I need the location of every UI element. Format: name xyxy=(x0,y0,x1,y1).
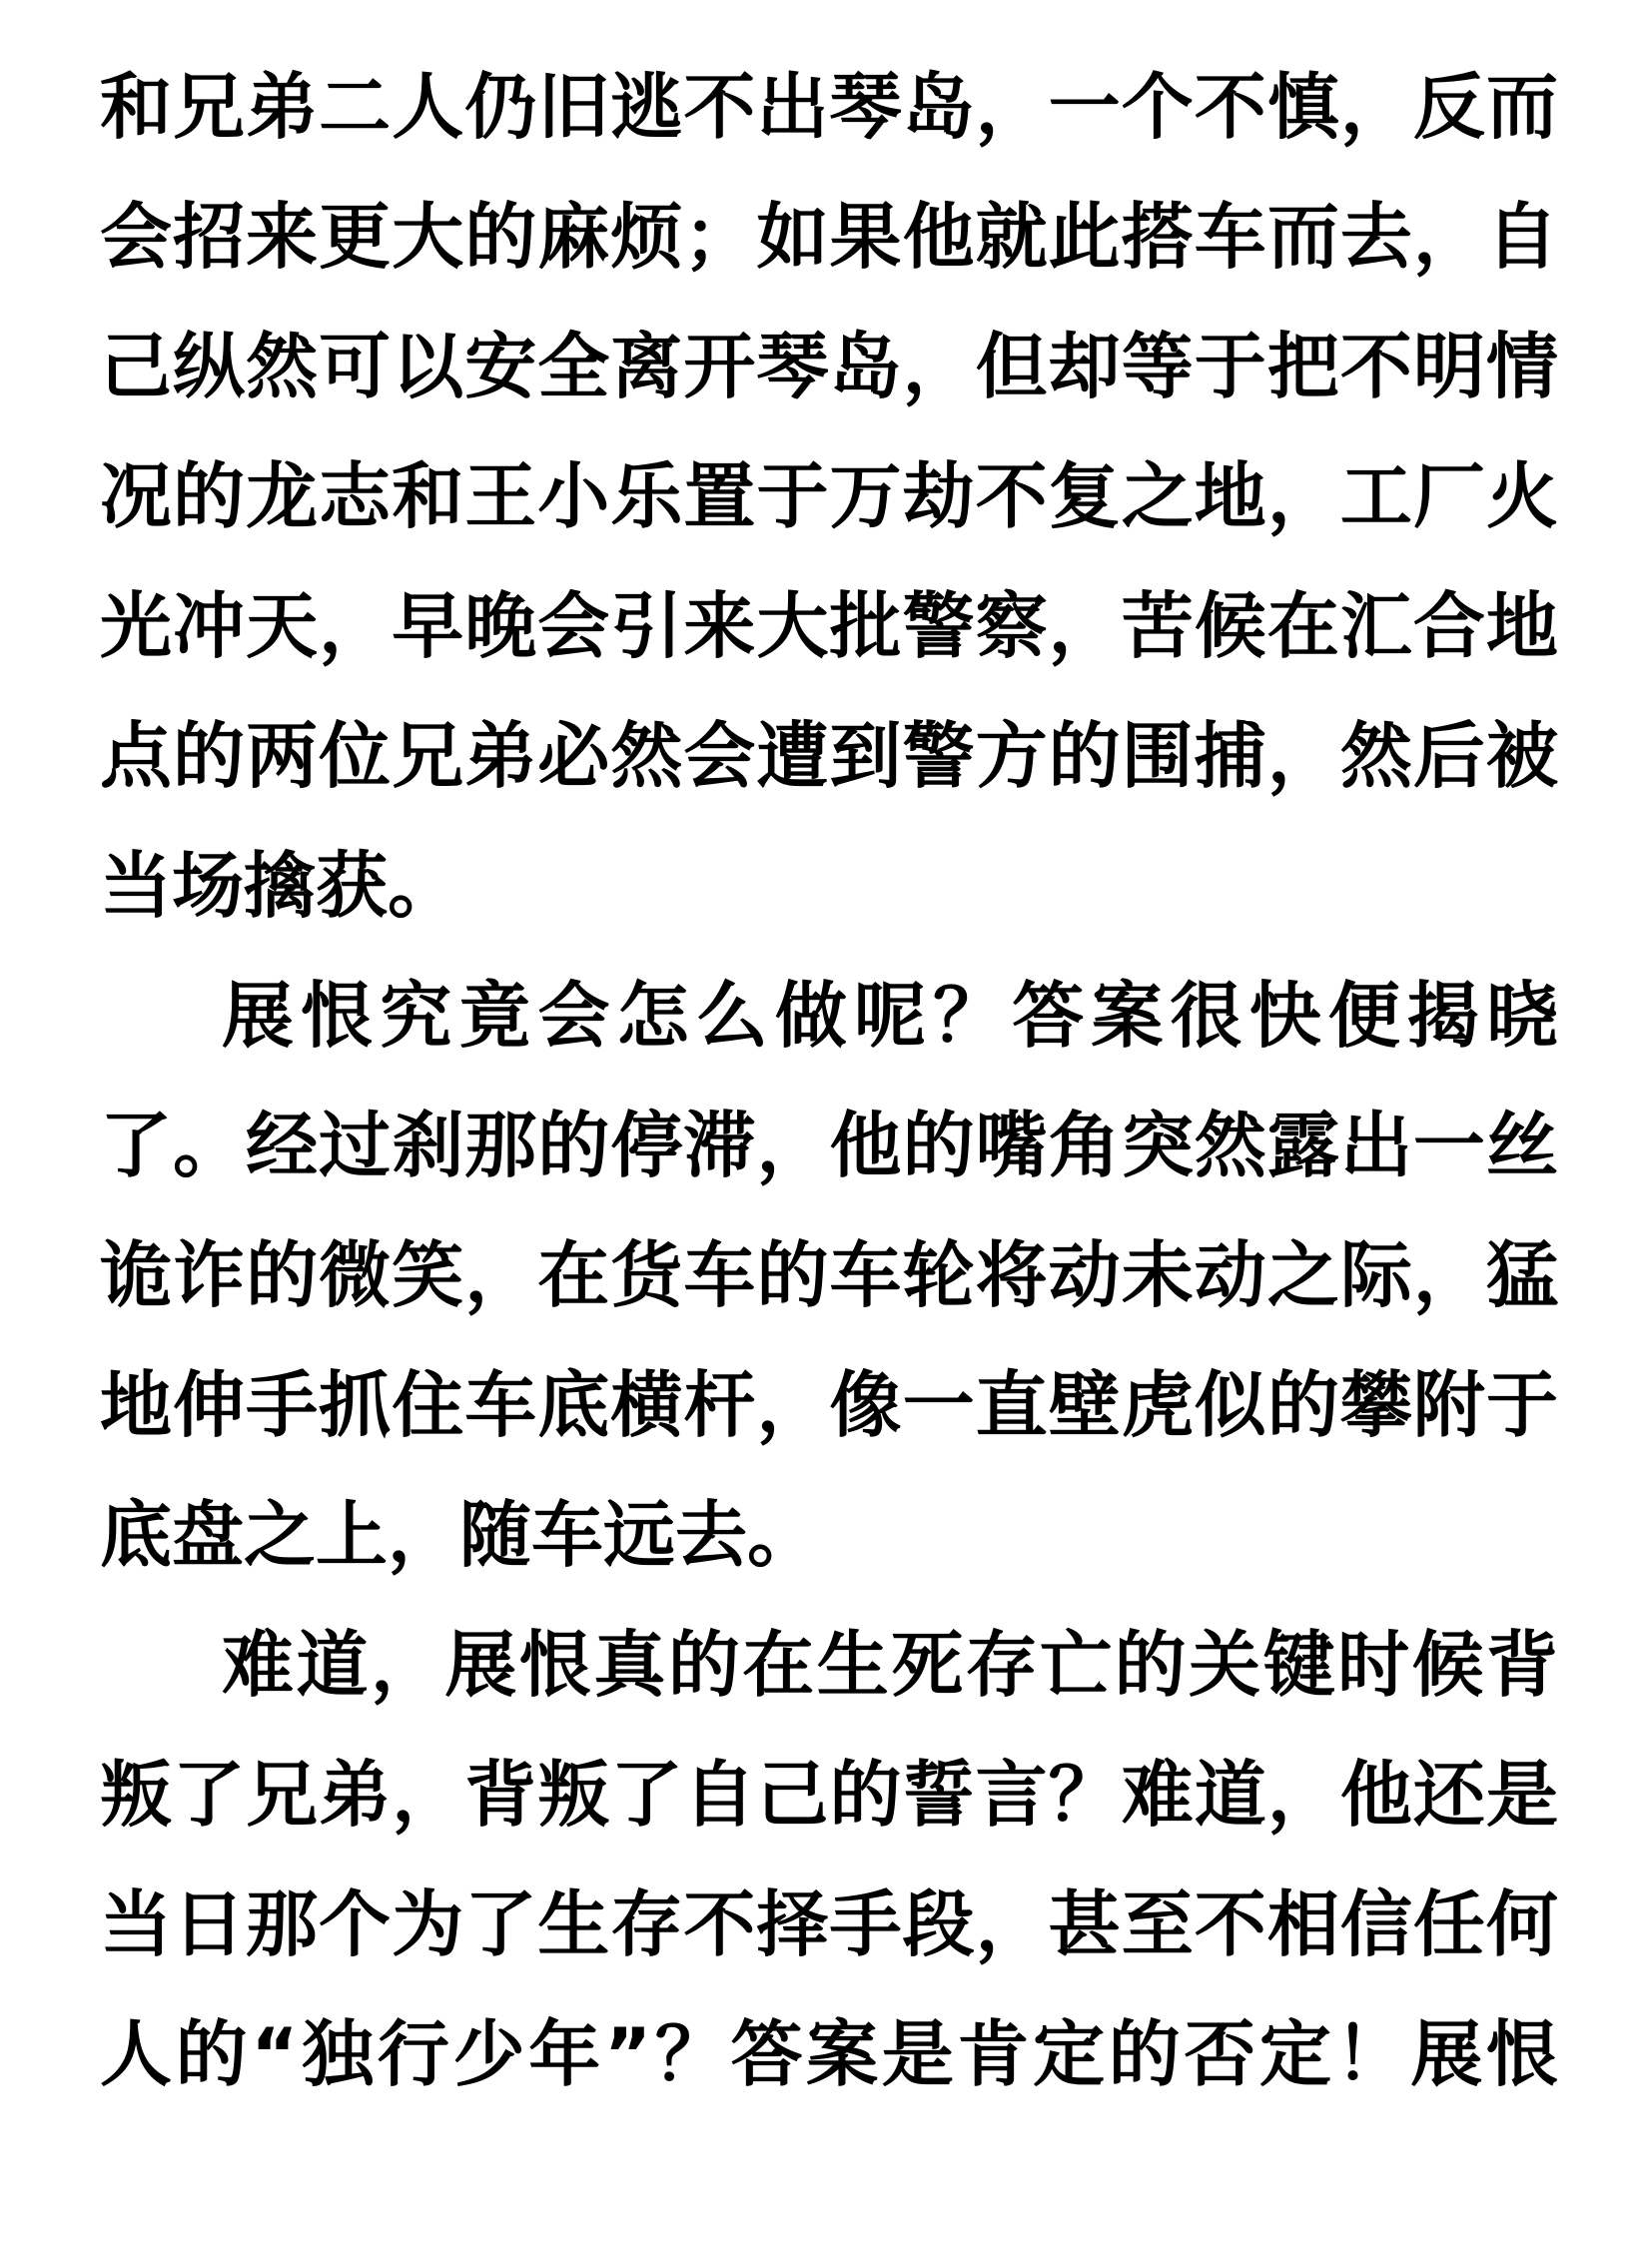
text-line: 己纵然可以安全离开琴岛，但却等于把不明情 xyxy=(100,325,1558,408)
text-line: 了。经过刹那的停滞，他的嘴角突然露出一丝 xyxy=(100,1104,1558,1187)
text-line: 底盘之上，随车远去。 xyxy=(100,1493,820,1577)
text-line: 点的两位兄弟必然会遭到警方的围捕，然后被 xyxy=(100,714,1558,798)
text-line: 人的“独行少年”？答案是肯定的否定！展恨 xyxy=(100,2012,1558,2096)
text-line: 叛了兄弟，背叛了自己的誓言？难道，他还是 xyxy=(100,1753,1558,1837)
text-line: 难道，展恨真的在生死存亡的关键时候背 xyxy=(222,1623,1558,1707)
text-line: 光冲天，早晚会引来大批警察，苦候在汇合地 xyxy=(100,584,1558,668)
text-line: 当日那个为了生存不择手段，甚至不相信任何 xyxy=(100,1882,1558,1966)
body-text xyxy=(100,42,1558,2119)
text-line: 诡诈的微笑，在货车的车轮将动未动之际，猛 xyxy=(100,1233,1558,1317)
text-line: 和兄弟二人仍旧逃不出琴岛，一个不慎，反而 xyxy=(100,65,1558,149)
text-line: 当场擒获。 xyxy=(100,844,460,928)
text-line: 况的龙志和王小乐置于万劫不复之地，工厂火 xyxy=(100,454,1558,538)
text-line: 地伸手抓住车底横杆，像一直壁虎似的攀附于 xyxy=(100,1363,1558,1447)
text-line: 会招来更大的麻烦；如果他就此搭车而去，自 xyxy=(100,195,1558,279)
text-line: 展恨究竟会怎么做呢？答案很快便揭晓 xyxy=(222,974,1558,1058)
